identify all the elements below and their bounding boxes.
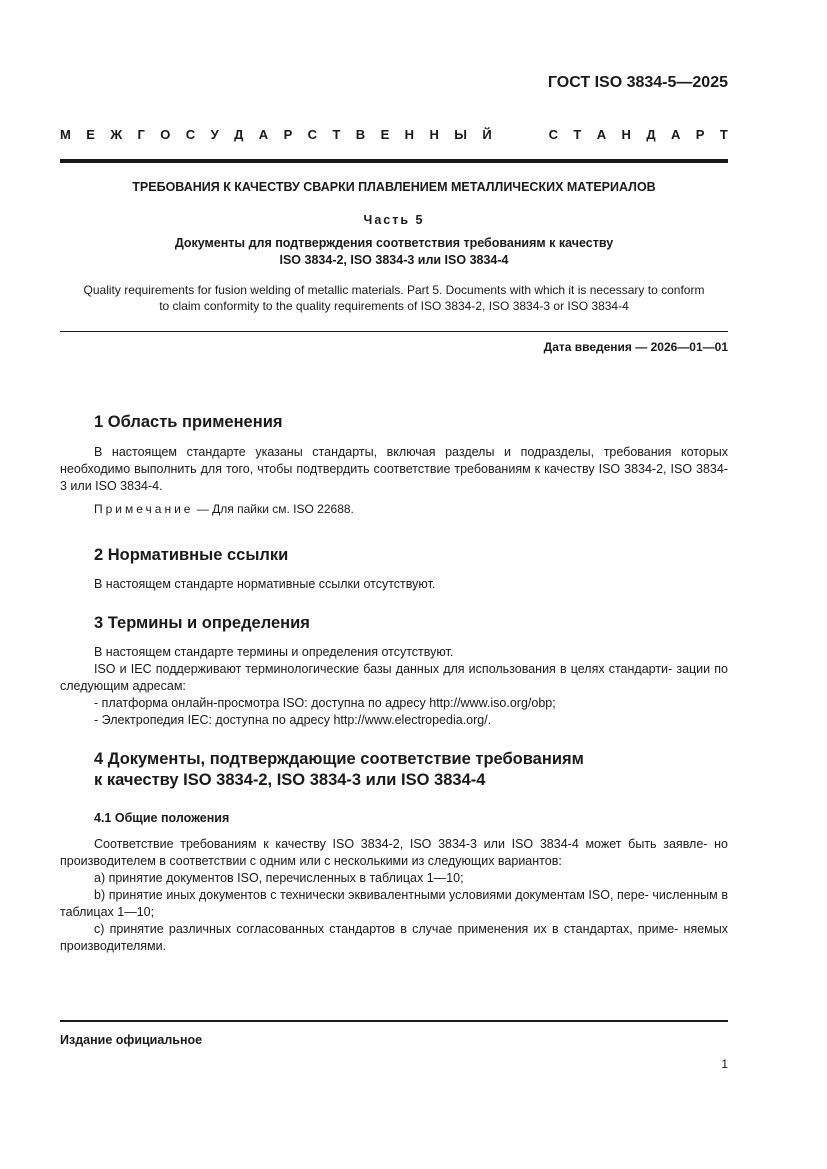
subtitle-line-2: ISO 3834-2, ISO 3834-3 или ISO 3834-4 xyxy=(279,253,509,267)
page-number: 1 xyxy=(721,1057,728,1071)
interstate-letter: Ы xyxy=(454,127,467,142)
standard-letter: А xyxy=(670,127,681,142)
interstate-letter: А xyxy=(258,127,269,142)
note-text: — Для пайки см. ISO 22688. xyxy=(193,502,354,516)
interstate-letter: Г xyxy=(137,127,145,142)
standard-subtitle xyxy=(60,235,728,269)
section-4-list-item-c: c) принятие различных согласованных стандартов в случае применения их в стандартах, приме- няемых производителями. xyxy=(60,922,728,953)
introduction-date: Дата введения — 2026—01—01 xyxy=(543,340,728,354)
interstate-letter: Т xyxy=(332,127,341,142)
part-label: Часть 5 xyxy=(363,213,425,227)
edition-label: Издание официальное xyxy=(60,1033,203,1047)
section-2-heading: 2 Нормативные ссылки xyxy=(94,546,289,564)
standard-letter: С xyxy=(548,127,558,142)
section-4-list-item-b: b) принятие иных документов с технически эквивалентными условиями документам ISO, пере- численным в таблицах 1—10; xyxy=(60,888,728,919)
interstate-letter: У xyxy=(210,127,219,142)
section-3-heading: 3 Термины и определения xyxy=(94,614,310,632)
gost-number: ГОСТ ISO 3834-5—2025 xyxy=(547,74,728,91)
interstate-letter: С xyxy=(185,127,196,142)
standard-letter: Т xyxy=(719,127,728,142)
header-rule xyxy=(60,159,728,163)
english-title xyxy=(60,282,728,314)
section-1-paragraph: В настоящем стандарте указаны стандарты, включая разделы и подразделы, требования которых необходимо выполнить для того, чтобы подтвердить соответствие требованиям к качеству ISO 3834-2, ISO 3834-3 или ISO 3834-4. xyxy=(60,445,728,493)
interstate-letter: Н xyxy=(429,127,439,142)
interstate-letter: Н xyxy=(404,127,415,142)
section-3-paragraph-2: ISO и IEC поддерживают терминологические базы данных для использования в целях стандарти- зации по следующим адресам: xyxy=(60,662,728,693)
interstate-letter: М xyxy=(60,127,71,142)
note-label: Примечание xyxy=(94,502,194,516)
interstate-letter: Й xyxy=(482,127,492,142)
standard-letter: Н xyxy=(621,127,631,142)
footer-rule xyxy=(60,1020,728,1022)
section-4-paragraph: Соответствие требованиям к качеству ISO 3834-2, ISO 3834-3 или ISO 3834-4 может быть заявле- но производителем в соответствии с одним или с несколькими из следующих вариантов: xyxy=(60,837,728,868)
section-4-heading-line-2: к качеству ISO 3834-2, ISO 3834-3 или ISO 3834-4 xyxy=(94,771,486,789)
interstate-letter: Р xyxy=(283,127,293,142)
title-rule xyxy=(60,331,728,332)
subtitle-line-1: Документы для подтверждения соответствия требованиям к качеству xyxy=(174,236,614,250)
section-3-paragraph-1: В настоящем стандарте термины и определения отсутствуют. xyxy=(94,645,454,659)
standard-letter: А xyxy=(596,127,607,142)
standard-letter: Д xyxy=(646,127,656,142)
english-title-line-1: Quality requirements for fusion welding of metallic materials. Part 5. Documents with which it is necessary to conform xyxy=(83,283,705,297)
interstate-letter: В xyxy=(355,127,366,142)
section-4-heading xyxy=(94,749,728,791)
interstate-letter: Е xyxy=(86,127,95,142)
standard-title: ТРЕБОВАНИЯ К КАЧЕСТВУ СВАРКИ ПЛАВЛЕНИЕМ МЕТАЛЛИЧЕСКИХ МАТЕРИАЛОВ xyxy=(132,180,656,194)
section-4-heading-line-1: 4 Документы, подтверждающие соответствие требованиям xyxy=(94,750,584,768)
interstate-letter: Е xyxy=(380,127,390,142)
english-title-line-2: to claim conformity to the quality requirements of ISO 3834-2, ISO 3834-3 or ISO 3834-4 xyxy=(159,299,629,313)
interstate-standard-label xyxy=(60,127,728,142)
section-3-list-item-1: - платформа онлайн-просмотра ISO: доступна по адресу http://www.iso.org/obp; xyxy=(94,696,556,710)
section-3-list-item-2: - Электропедия IEC: доступна по адресу http://www.electropedia.org/. xyxy=(94,713,492,727)
section-1-note xyxy=(94,501,728,518)
section-2-paragraph: В настоящем стандарте нормативные ссылки отсутствуют. xyxy=(94,577,436,591)
interstate-letter: Ж xyxy=(110,127,123,142)
section-4-1-heading: 4.1 Общие положения xyxy=(94,811,230,825)
standard-letter: Т xyxy=(573,127,582,142)
interstate-letter: С xyxy=(307,127,318,142)
standard-letter: Р xyxy=(695,127,705,142)
word-gap xyxy=(507,127,533,142)
interstate-letter: Д xyxy=(234,127,244,142)
section-4-list-item-a: a) принятие документов ISO, перечисленных в таблицах 1—10; xyxy=(94,871,464,885)
section-1-heading: 1 Область применения xyxy=(94,413,283,431)
interstate-letter: О xyxy=(160,127,171,142)
